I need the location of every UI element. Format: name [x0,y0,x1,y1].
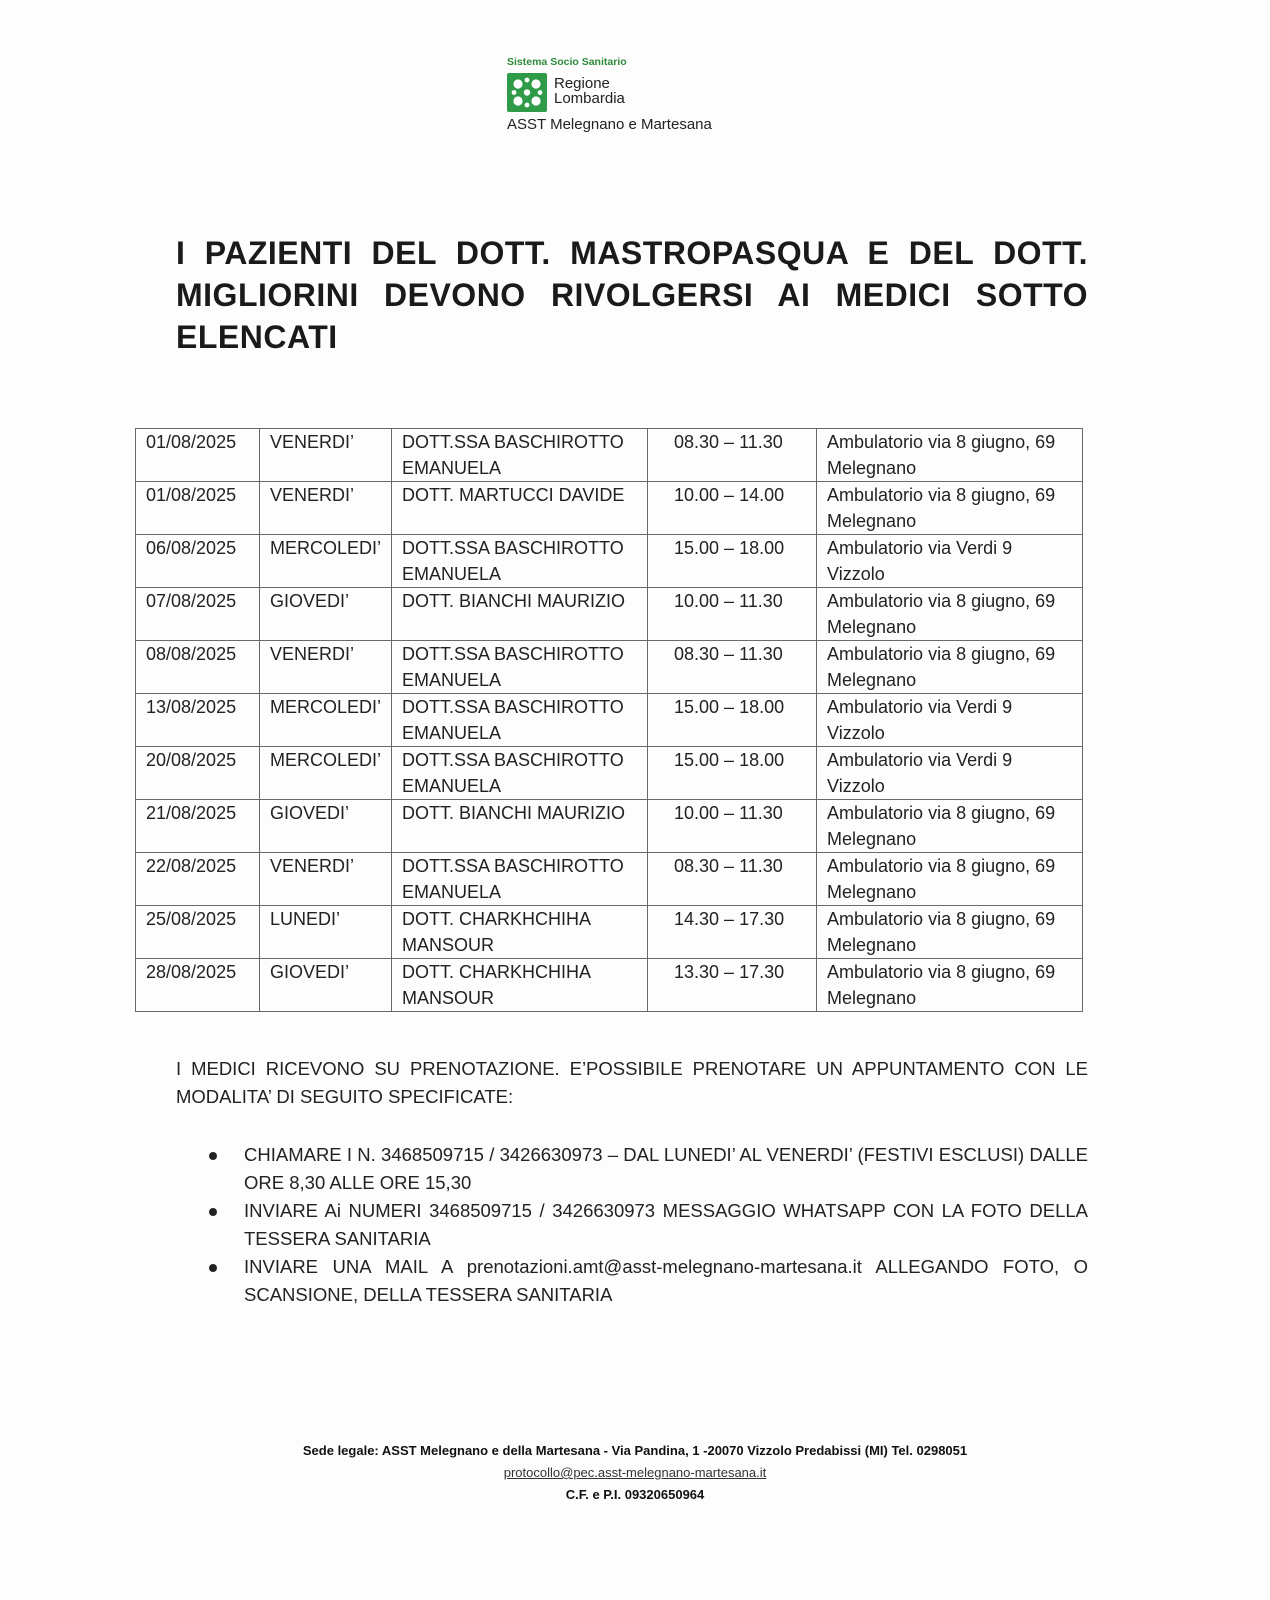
cell-date: 13/08/2025 [136,694,260,747]
bullet-icon [209,1264,217,1272]
cell-date: 20/08/2025 [136,747,260,800]
table-row [136,588,1083,641]
cell-time: 08.30 – 11.30 [648,641,817,694]
cell-time: 15.00 – 18.00 [648,535,817,588]
cell-time: 10.00 – 14.00 [648,482,817,535]
footer-pec-link[interactable]: protocollo@pec.asst-melegnano-martesana.it [503,1465,767,1480]
table-row [136,429,1083,482]
cell-doctor: DOTT. BIANCHI MAURIZIO [392,800,648,853]
cell-doctor: DOTT. CHARKHCHIHA MANSOUR [392,959,648,1012]
cell-time: 08.30 – 11.30 [648,853,817,906]
cell-doctor: DOTT. CHARKHCHIHA MANSOUR [392,906,648,959]
list-item [176,1253,1088,1309]
list-item-text: INVIARE Ai NUMERI 3468509715 / 3426630973 MESSAGGIO WHATSAPP CON LA FOTO DELLA TESSERA SANITARIA [244,1200,1088,1249]
cell-time: 10.00 – 11.30 [648,800,817,853]
logo-region-line1: Regione [554,75,610,92]
table-row [136,641,1083,694]
cell-doctor: DOTT.SSA BASCHIROTTO EMANUELA [392,747,648,800]
bullet-icon [209,1152,217,1160]
cell-location: Ambulatorio via 8 giugno, 69 Melegnano [817,482,1083,535]
asst-logo [507,56,787,136]
table-row [136,694,1083,747]
cell-location: Ambulatorio via 8 giugno, 69 Melegnano [817,429,1083,482]
cell-day: VENERDI’ [260,853,392,906]
table-row [136,906,1083,959]
cell-location: Ambulatorio via 8 giugno, 69 Melegnano [817,800,1083,853]
page-title: I PAZIENTI DEL DOTT. MASTROPASQUA E DEL DOTT. MIGLIORINI DEVONO RIVOLGERSI AI MEDICI SOTTO ELENCATI [176,235,1088,355]
cell-day: MERCOLEDI’ [260,535,392,588]
cell-doctor: DOTT.SSA BASCHIROTTO EMANUELA [392,853,648,906]
cell-day: LUNEDI’ [260,906,392,959]
cell-location: Ambulatorio via Verdi 9 Vizzolo [817,747,1083,800]
table-row [136,800,1083,853]
cell-date: 08/08/2025 [136,641,260,694]
cell-location: Ambulatorio via Verdi 9 Vizzolo [817,535,1083,588]
cell-day: GIOVEDI’ [260,800,392,853]
cell-time: 14.30 – 17.30 [648,906,817,959]
booking-note: I MEDICI RICEVONO SU PRENOTAZIONE. E’POSSIBILE PRENOTARE UN APPUNTAMENTO CON LE MODALITA’ DI SEGUITO SPECIFICATE: [176,1058,1088,1107]
cell-time: 15.00 – 18.00 [648,694,817,747]
cell-location: Ambulatorio via 8 giugno, 69 Melegnano [817,641,1083,694]
cell-day: GIOVEDI’ [260,588,392,641]
logo-region-line2: Lombardia [554,90,625,107]
booking-methods-list [176,1141,1088,1309]
list-item [176,1197,1088,1253]
cell-doctor: DOTT.SSA BASCHIROTTO EMANUELA [392,694,648,747]
lombardia-rose-icon [507,73,547,112]
cell-date: 01/08/2025 [136,482,260,535]
footer-tax-id: C.F. e P.I. 09320650964 [565,1487,705,1502]
logo-region [554,76,625,106]
cell-day: VENERDI’ [260,429,392,482]
table-row [136,959,1083,1012]
cell-time: 10.00 – 11.30 [648,588,817,641]
logo-organization: ASST Melegnano e Martesana [507,116,712,133]
list-item [176,1141,1088,1197]
table-row [136,482,1083,535]
table-row [136,853,1083,906]
cell-day: GIOVEDI’ [260,959,392,1012]
footer-address: Sede legale: ASST Melegnano e della Martesana - Via Pandina, 1 -20070 Vizzolo Predabissi (MI) Tel. 0298051 [302,1443,968,1458]
logo-system-text: Sistema Socio Sanitario [507,56,627,68]
cell-doctor: DOTT. BIANCHI MAURIZIO [392,588,648,641]
footer [0,1440,1270,1506]
cell-time: 08.30 – 11.30 [648,429,817,482]
cell-location: Ambulatorio via Verdi 9 Vizzolo [817,694,1083,747]
list-item-text: INVIARE UNA MAIL A prenotazioni.amt@asst-melegnano-martesana.it ALLEGANDO FOTO, O SCANSIONE, DELLA TESSERA SANITARIA [244,1256,1088,1305]
cell-location: Ambulatorio via 8 giugno, 69 Melegnano [817,853,1083,906]
cell-location: Ambulatorio via 8 giugno, 69 Melegnano [817,959,1083,1012]
table-row [136,535,1083,588]
cell-date: 01/08/2025 [136,429,260,482]
cell-date: 21/08/2025 [136,800,260,853]
cell-doctor: DOTT. MARTUCCI DAVIDE [392,482,648,535]
cell-date: 07/08/2025 [136,588,260,641]
cell-date: 22/08/2025 [136,853,260,906]
cell-day: VENERDI’ [260,641,392,694]
cell-day: MERCOLEDI’ [260,694,392,747]
cell-location: Ambulatorio via 8 giugno, 69 Melegnano [817,588,1083,641]
table-row [136,747,1083,800]
schedule-table [135,428,1083,1012]
cell-doctor: DOTT.SSA BASCHIROTTO EMANUELA [392,535,648,588]
cell-doctor: DOTT.SSA BASCHIROTTO EMANUELA [392,429,648,482]
bullet-icon [209,1208,217,1216]
cell-date: 28/08/2025 [136,959,260,1012]
cell-time: 13.30 – 17.30 [648,959,817,1012]
cell-day: MERCOLEDI’ [260,747,392,800]
cell-time: 15.00 – 18.00 [648,747,817,800]
cell-date: 25/08/2025 [136,906,260,959]
cell-location: Ambulatorio via 8 giugno, 69 Melegnano [817,906,1083,959]
cell-day: VENERDI’ [260,482,392,535]
list-item-text: CHIAMARE I N. 3468509715 / 3426630973 – DAL LUNEDI’ AL VENERDI’ (FESTIVI ESCLUSI) DALLE ORE 8,30 ALLE ORE 15,30 [244,1144,1088,1193]
cell-doctor: DOTT.SSA BASCHIROTTO EMANUELA [392,641,648,694]
cell-date: 06/08/2025 [136,535,260,588]
